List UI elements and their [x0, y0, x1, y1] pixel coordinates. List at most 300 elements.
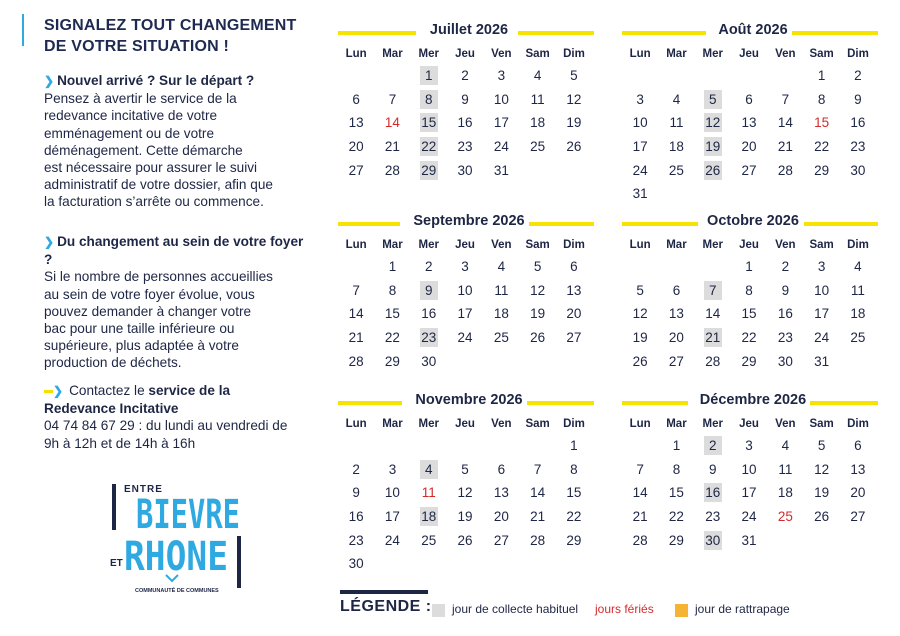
- day-cell: 21: [530, 509, 546, 525]
- month-calendar: [622, 392, 884, 552]
- body-line: pouvez demander à changer votre: [44, 303, 252, 319]
- day-cell: 9: [854, 91, 862, 107]
- day-cell: 26: [632, 353, 648, 369]
- day-cell: 11: [530, 91, 545, 107]
- day-cell: 17: [632, 139, 648, 155]
- weekday-label: Mer: [418, 48, 439, 60]
- day-cell: 22: [741, 330, 757, 346]
- day-cell: 10: [457, 282, 473, 298]
- weekday-label: Jeu: [455, 48, 475, 60]
- day-cell: 29: [741, 353, 757, 369]
- day-cell: 23: [348, 532, 364, 548]
- body-line: est nécessaire pour assurer le suivi: [44, 160, 258, 176]
- day-cell: 22: [566, 509, 582, 525]
- day-cell: 10: [741, 461, 757, 477]
- day-cell: 11: [669, 115, 684, 131]
- day-cell: 23: [777, 330, 793, 346]
- day-cell: 16: [705, 485, 721, 501]
- logo-text-entre: ENTRE: [124, 484, 163, 495]
- month-header: [622, 213, 884, 235]
- empty-cell: [622, 255, 658, 279]
- day-cell: 20: [668, 330, 684, 346]
- day-cell: 28: [705, 353, 721, 369]
- weekday-label: Mar: [382, 418, 403, 430]
- day-cell: 4: [672, 91, 681, 107]
- day-cell: 2: [854, 68, 862, 83]
- day-cell: 18: [777, 485, 793, 501]
- weekday-row: [338, 44, 600, 64]
- day-cell: 6: [745, 91, 753, 107]
- day-cell: 22: [384, 330, 400, 346]
- weekday-row: [338, 414, 600, 434]
- weekday-label: Sam: [809, 418, 834, 430]
- day-cell: 5: [817, 438, 826, 453]
- day-cell: 26: [566, 139, 582, 155]
- day-cell: 9: [352, 485, 360, 501]
- month-calendar: [338, 392, 600, 576]
- day-cell: 5: [570, 68, 578, 83]
- empty-cell: [374, 64, 410, 88]
- day-cell: 24: [632, 162, 648, 178]
- day-cell: 8: [388, 282, 397, 298]
- day-cell: 18: [493, 306, 509, 322]
- legend-label-feries: jours fériés: [595, 602, 654, 616]
- day-cell: 1: [672, 438, 681, 453]
- legend-label-rattrapage: jour de rattrapage: [695, 602, 790, 616]
- day-grid: [622, 64, 884, 206]
- day-cell: 30: [421, 353, 437, 369]
- day-cell: 10: [384, 485, 400, 501]
- month-name: Octobre 2026: [703, 213, 803, 229]
- logo-bar-left: [112, 484, 116, 530]
- day-cell: 4: [411, 458, 447, 482]
- weekday-label: Lun: [345, 418, 367, 430]
- weekday-label: Mar: [382, 48, 403, 60]
- weekday-label: Lun: [629, 418, 651, 430]
- day-cell: 26: [814, 509, 830, 525]
- day-cell: 26: [530, 330, 546, 346]
- day-cell: 2: [695, 434, 731, 458]
- day-cell: 6: [854, 438, 862, 453]
- day-cell: 12: [705, 115, 721, 131]
- month-header: [622, 22, 884, 44]
- day-cell: 24: [457, 330, 473, 346]
- day-cell: 4: [781, 438, 790, 453]
- day-cell: 31: [741, 532, 757, 548]
- month-name: Novembre 2026: [411, 392, 526, 408]
- empty-cell: [447, 434, 483, 458]
- weekday-label: Ven: [775, 239, 796, 251]
- day-cell: 28: [777, 162, 793, 178]
- day-grid: [338, 64, 600, 182]
- day-cell: 13: [741, 115, 757, 131]
- contact-hours: 9h à 12h et de 14h à 16h: [44, 435, 196, 451]
- day-grid: [338, 434, 600, 576]
- body-line: administratif de votre dossier, afin que: [44, 177, 273, 193]
- day-cell: 26: [457, 532, 473, 548]
- day-cell: 7: [781, 91, 790, 107]
- day-cell: 27: [566, 330, 582, 346]
- empty-cell: [338, 255, 374, 279]
- day-cell: 14: [705, 306, 721, 322]
- day-cell: 25: [530, 139, 546, 155]
- page-title: [44, 15, 304, 57]
- day-cell: 31: [493, 162, 509, 178]
- weekday-label: Dim: [847, 239, 869, 251]
- weekday-label: Ven: [775, 418, 796, 430]
- day-cell: 20: [348, 139, 364, 155]
- month-calendar: [622, 22, 884, 206]
- day-cell: 3: [497, 68, 506, 83]
- day-cell: 20: [566, 306, 582, 322]
- legend-swatch-collecte: [432, 604, 445, 617]
- day-cell: 16: [348, 509, 364, 525]
- day-cell: 6: [352, 91, 360, 107]
- day-cell: 22: [421, 139, 437, 155]
- weekday-label: Mer: [702, 239, 723, 251]
- body-line: déménagement. Cette démarche: [44, 142, 243, 158]
- section-contact: [44, 382, 304, 452]
- day-cell: 23: [421, 330, 437, 346]
- logo-text-rhone: RHONE: [124, 534, 228, 580]
- day-grid: [622, 434, 884, 552]
- month-header: [338, 22, 600, 44]
- empty-cell: [731, 64, 767, 88]
- empty-cell: [519, 434, 555, 458]
- empty-cell: [622, 64, 658, 88]
- weekday-label: Dim: [847, 48, 869, 60]
- contact-line-2: Redevance Incitative: [44, 401, 179, 417]
- day-cell: 22: [814, 139, 830, 155]
- legend: [340, 590, 880, 620]
- day-cell: 12: [566, 91, 582, 107]
- month-name: Décembre 2026: [696, 392, 810, 408]
- weekday-label: Mar: [666, 418, 687, 430]
- day-cell: 12: [632, 306, 648, 322]
- body-line: Si le nombre de personnes accueillies: [44, 269, 273, 285]
- day-cell: 5: [636, 282, 644, 298]
- day-cell: 8: [411, 88, 447, 112]
- empty-cell: [622, 434, 658, 458]
- day-cell: 24: [384, 532, 400, 548]
- day-cell: 15: [421, 115, 437, 131]
- weekday-label: Sam: [525, 48, 550, 60]
- day-cell: 28: [530, 532, 546, 548]
- empty-cell: [483, 434, 519, 458]
- weekday-label: Dim: [563, 48, 585, 60]
- day-cell: 3: [745, 438, 753, 453]
- day-cell: 30: [850, 162, 866, 178]
- empty-cell: [767, 64, 803, 88]
- day-cell: 21: [777, 139, 793, 155]
- body-line: Pensez à avertir le service de la: [44, 91, 237, 107]
- day-cell: 5: [533, 259, 542, 274]
- month-header: [622, 392, 884, 414]
- day-cell: 15: [741, 306, 757, 322]
- day-cell: 18: [421, 509, 437, 525]
- weekday-row: [622, 414, 884, 434]
- day-cell: 28: [632, 532, 648, 548]
- day-cell: 29: [668, 532, 684, 548]
- day-cell: 14: [530, 485, 546, 501]
- day-cell: 7: [352, 282, 360, 298]
- weekday-label: Mer: [418, 239, 439, 251]
- day-cell: 15: [668, 485, 684, 501]
- day-cell: 25: [493, 330, 509, 346]
- day-cell: 11: [778, 461, 793, 477]
- day-cell: 19: [566, 115, 582, 131]
- weekday-label: Ven: [775, 48, 796, 60]
- empty-cell: [658, 255, 694, 279]
- day-cell: 4: [497, 259, 506, 274]
- day-cell: 30: [777, 353, 793, 369]
- day-cell: 30: [348, 556, 364, 572]
- body-line: production de déchets.: [44, 355, 182, 371]
- body-line: redevance incitative de votre: [44, 108, 218, 124]
- section-arrival-body: [44, 90, 304, 210]
- logo-text-et: ET: [110, 558, 123, 569]
- day-cell: 6: [497, 461, 506, 477]
- empty-cell: [695, 255, 731, 279]
- empty-cell: [411, 434, 447, 458]
- day-cell: 2: [461, 68, 469, 83]
- day-cell: 25: [421, 532, 437, 548]
- day-cell: 18: [668, 139, 684, 155]
- day-grid: [622, 255, 884, 373]
- body-line: supérieure, plus adaptée à votre: [44, 338, 239, 354]
- body-line: emménagement ou de votre: [44, 125, 215, 141]
- weekday-label: Sam: [809, 239, 834, 251]
- day-cell: 6: [570, 259, 578, 274]
- day-cell: 8: [745, 282, 753, 298]
- day-cell: 23: [457, 139, 473, 155]
- chevron-right-icon: ❯: [44, 74, 55, 88]
- day-cell: 16: [777, 306, 793, 322]
- day-cell: 27: [348, 162, 364, 178]
- logo-text-bievre: BIEVRE: [136, 492, 240, 538]
- day-cell: 13: [850, 461, 866, 477]
- day-cell: 3: [636, 91, 644, 107]
- month-calendar: [338, 22, 600, 182]
- contact-line-1: ❯ Contactez le service de la: [44, 382, 304, 400]
- day-cell: 9: [411, 279, 447, 303]
- day-cell: 29: [814, 162, 830, 178]
- month-header: [338, 392, 600, 414]
- empty-cell: [695, 64, 731, 88]
- day-cell: 19: [632, 330, 648, 346]
- day-grid: [338, 255, 600, 373]
- day-cell: 21: [705, 330, 721, 346]
- day-cell: 22: [668, 509, 684, 525]
- day-cell: 2: [424, 259, 433, 274]
- day-cell: 17: [457, 306, 473, 322]
- day-cell: 24: [493, 139, 509, 155]
- day-cell: 25: [668, 162, 684, 178]
- day-cell: 14: [632, 485, 648, 501]
- day-cell: 17: [384, 509, 400, 525]
- legend-label-collecte: jour de collecte habituel: [452, 602, 579, 616]
- weekday-label: Sam: [525, 418, 550, 430]
- day-cell: 11: [421, 485, 436, 501]
- day-cell: 27: [668, 353, 684, 369]
- day-cell: 27: [850, 509, 866, 525]
- weekday-label: Sam: [525, 239, 550, 251]
- day-cell: 7: [533, 461, 542, 477]
- day-cell: 18: [530, 115, 546, 131]
- day-cell: 5: [461, 461, 469, 477]
- day-cell: 31: [814, 353, 830, 369]
- day-cell: 15: [384, 306, 400, 322]
- weekday-label: Dim: [847, 418, 869, 430]
- weekday-label: Lun: [629, 239, 651, 251]
- empty-cell: [658, 64, 694, 88]
- weekday-label: Jeu: [739, 48, 759, 60]
- logo-bar-right: [237, 536, 241, 588]
- day-cell: 27: [493, 532, 509, 548]
- day-cell: 20: [850, 485, 866, 501]
- weekday-row: [338, 235, 600, 255]
- day-cell: 10: [814, 282, 830, 298]
- day-cell: 1: [570, 438, 578, 453]
- body-line: au sein de votre foyer évolue, vous: [44, 286, 255, 302]
- day-cell: 25: [850, 330, 866, 346]
- empty-cell: [338, 434, 374, 458]
- weekday-row: [622, 44, 884, 64]
- day-cell: 18: [850, 306, 866, 322]
- section-arrival-heading: ❯ Nouvel arrivé ? Sur le départ ?: [44, 72, 304, 90]
- day-cell: 9: [461, 91, 469, 107]
- weekday-label: Mar: [666, 48, 687, 60]
- weekday-label: Lun: [345, 48, 367, 60]
- day-cell: 16: [850, 115, 866, 131]
- weekday-label: Lun: [345, 239, 367, 251]
- weekday-label: Jeu: [739, 239, 759, 251]
- weekday-label: Mar: [382, 239, 403, 251]
- day-cell: 13: [668, 306, 684, 322]
- day-cell: 1: [388, 259, 397, 274]
- title-line-2: DE VOTRE SITUATION !: [44, 38, 230, 55]
- day-cell: 12: [814, 461, 830, 477]
- day-cell: 17: [493, 115, 509, 131]
- day-cell: 30: [705, 532, 721, 548]
- day-cell: 3: [817, 259, 826, 274]
- empty-cell: [338, 64, 374, 88]
- day-cell: 23: [705, 509, 721, 525]
- chevron-right-icon: ❯: [44, 235, 55, 249]
- day-cell: 1: [411, 64, 447, 88]
- day-cell: 7: [636, 461, 644, 477]
- day-cell: 24: [814, 330, 830, 346]
- section-household-body: [44, 268, 304, 371]
- weekday-label: Sam: [809, 48, 834, 60]
- day-cell: 13: [493, 485, 509, 501]
- day-cell: 28: [384, 162, 400, 178]
- day-cell: 8: [817, 91, 826, 107]
- day-cell: 15: [814, 115, 830, 131]
- day-cell: 5: [695, 88, 731, 112]
- day-cell: 9: [781, 282, 790, 298]
- section-arrival: [44, 72, 304, 211]
- section-household-heading: ❯ Du changement au sein de votre foyer ?: [44, 234, 304, 268]
- day-cell: 27: [741, 162, 757, 178]
- month-calendar: [622, 213, 884, 373]
- day-cell: 12: [457, 485, 473, 501]
- contact-phone: 04 74 84 67 29 : du lundi au vendredi de: [44, 418, 288, 434]
- empty-cell: [374, 434, 410, 458]
- day-cell: 3: [461, 259, 469, 274]
- day-cell: 16: [457, 115, 473, 131]
- day-cell: 3: [388, 461, 397, 477]
- day-cell: 19: [705, 139, 721, 155]
- day-cell: 11: [494, 282, 509, 298]
- contact-arrow-icon: ❯: [44, 382, 63, 400]
- weekday-label: Jeu: [455, 239, 475, 251]
- day-cell: 19: [457, 509, 473, 525]
- legend-bar: [340, 590, 428, 594]
- weekday-label: Lun: [629, 48, 651, 60]
- weekday-label: Ven: [491, 239, 512, 251]
- day-cell: 23: [850, 139, 866, 155]
- month-name: Août 2026: [714, 22, 791, 38]
- day-cell: 13: [566, 282, 582, 298]
- day-cell: 29: [566, 532, 582, 548]
- day-cell: 14: [348, 306, 364, 322]
- weekday-label: Jeu: [455, 418, 475, 430]
- day-cell: 25: [777, 509, 793, 525]
- day-cell: 11: [850, 282, 865, 298]
- weekday-label: Ven: [491, 418, 512, 430]
- day-cell: 2: [781, 259, 790, 274]
- day-cell: 19: [530, 306, 546, 322]
- day-cell: 7: [695, 279, 731, 303]
- day-cell: 10: [632, 115, 648, 131]
- day-cell: 4: [533, 68, 542, 83]
- body-line: bac pour une taille inférieure ou: [44, 321, 235, 337]
- weekday-label: Mer: [702, 48, 723, 60]
- weekday-label: Jeu: [739, 418, 759, 430]
- month-header: [338, 213, 600, 235]
- day-cell: 31: [632, 186, 648, 202]
- day-cell: 4: [854, 259, 862, 274]
- day-cell: 10: [493, 91, 509, 107]
- weekday-label: Mer: [418, 418, 439, 430]
- day-cell: 28: [348, 353, 364, 369]
- day-cell: 21: [384, 139, 400, 155]
- month-name: Juillet 2026: [426, 22, 512, 38]
- title-line-1: SIGNALEZ TOUT CHANGEMENT: [44, 17, 297, 34]
- day-cell: 8: [672, 461, 681, 477]
- legend-title: LÉGENDE :: [340, 598, 432, 615]
- weekday-label: Ven: [491, 48, 512, 60]
- day-cell: 14: [384, 115, 400, 131]
- day-cell: 8: [570, 461, 578, 477]
- day-cell: 12: [530, 282, 546, 298]
- day-cell: 1: [817, 68, 826, 83]
- weekday-label: Mer: [702, 418, 723, 430]
- day-cell: 2: [352, 461, 360, 477]
- weekday-label: Dim: [563, 418, 585, 430]
- day-cell: 30: [457, 162, 473, 178]
- day-cell: 14: [777, 115, 793, 131]
- day-cell: 24: [741, 509, 757, 525]
- day-cell: 16: [421, 306, 437, 322]
- day-cell: 7: [388, 91, 397, 107]
- title-accent-bar: [22, 14, 24, 46]
- section-household: [44, 233, 304, 372]
- day-cell: 21: [632, 509, 648, 525]
- day-cell: 20: [493, 509, 509, 525]
- day-cell: 17: [814, 306, 830, 322]
